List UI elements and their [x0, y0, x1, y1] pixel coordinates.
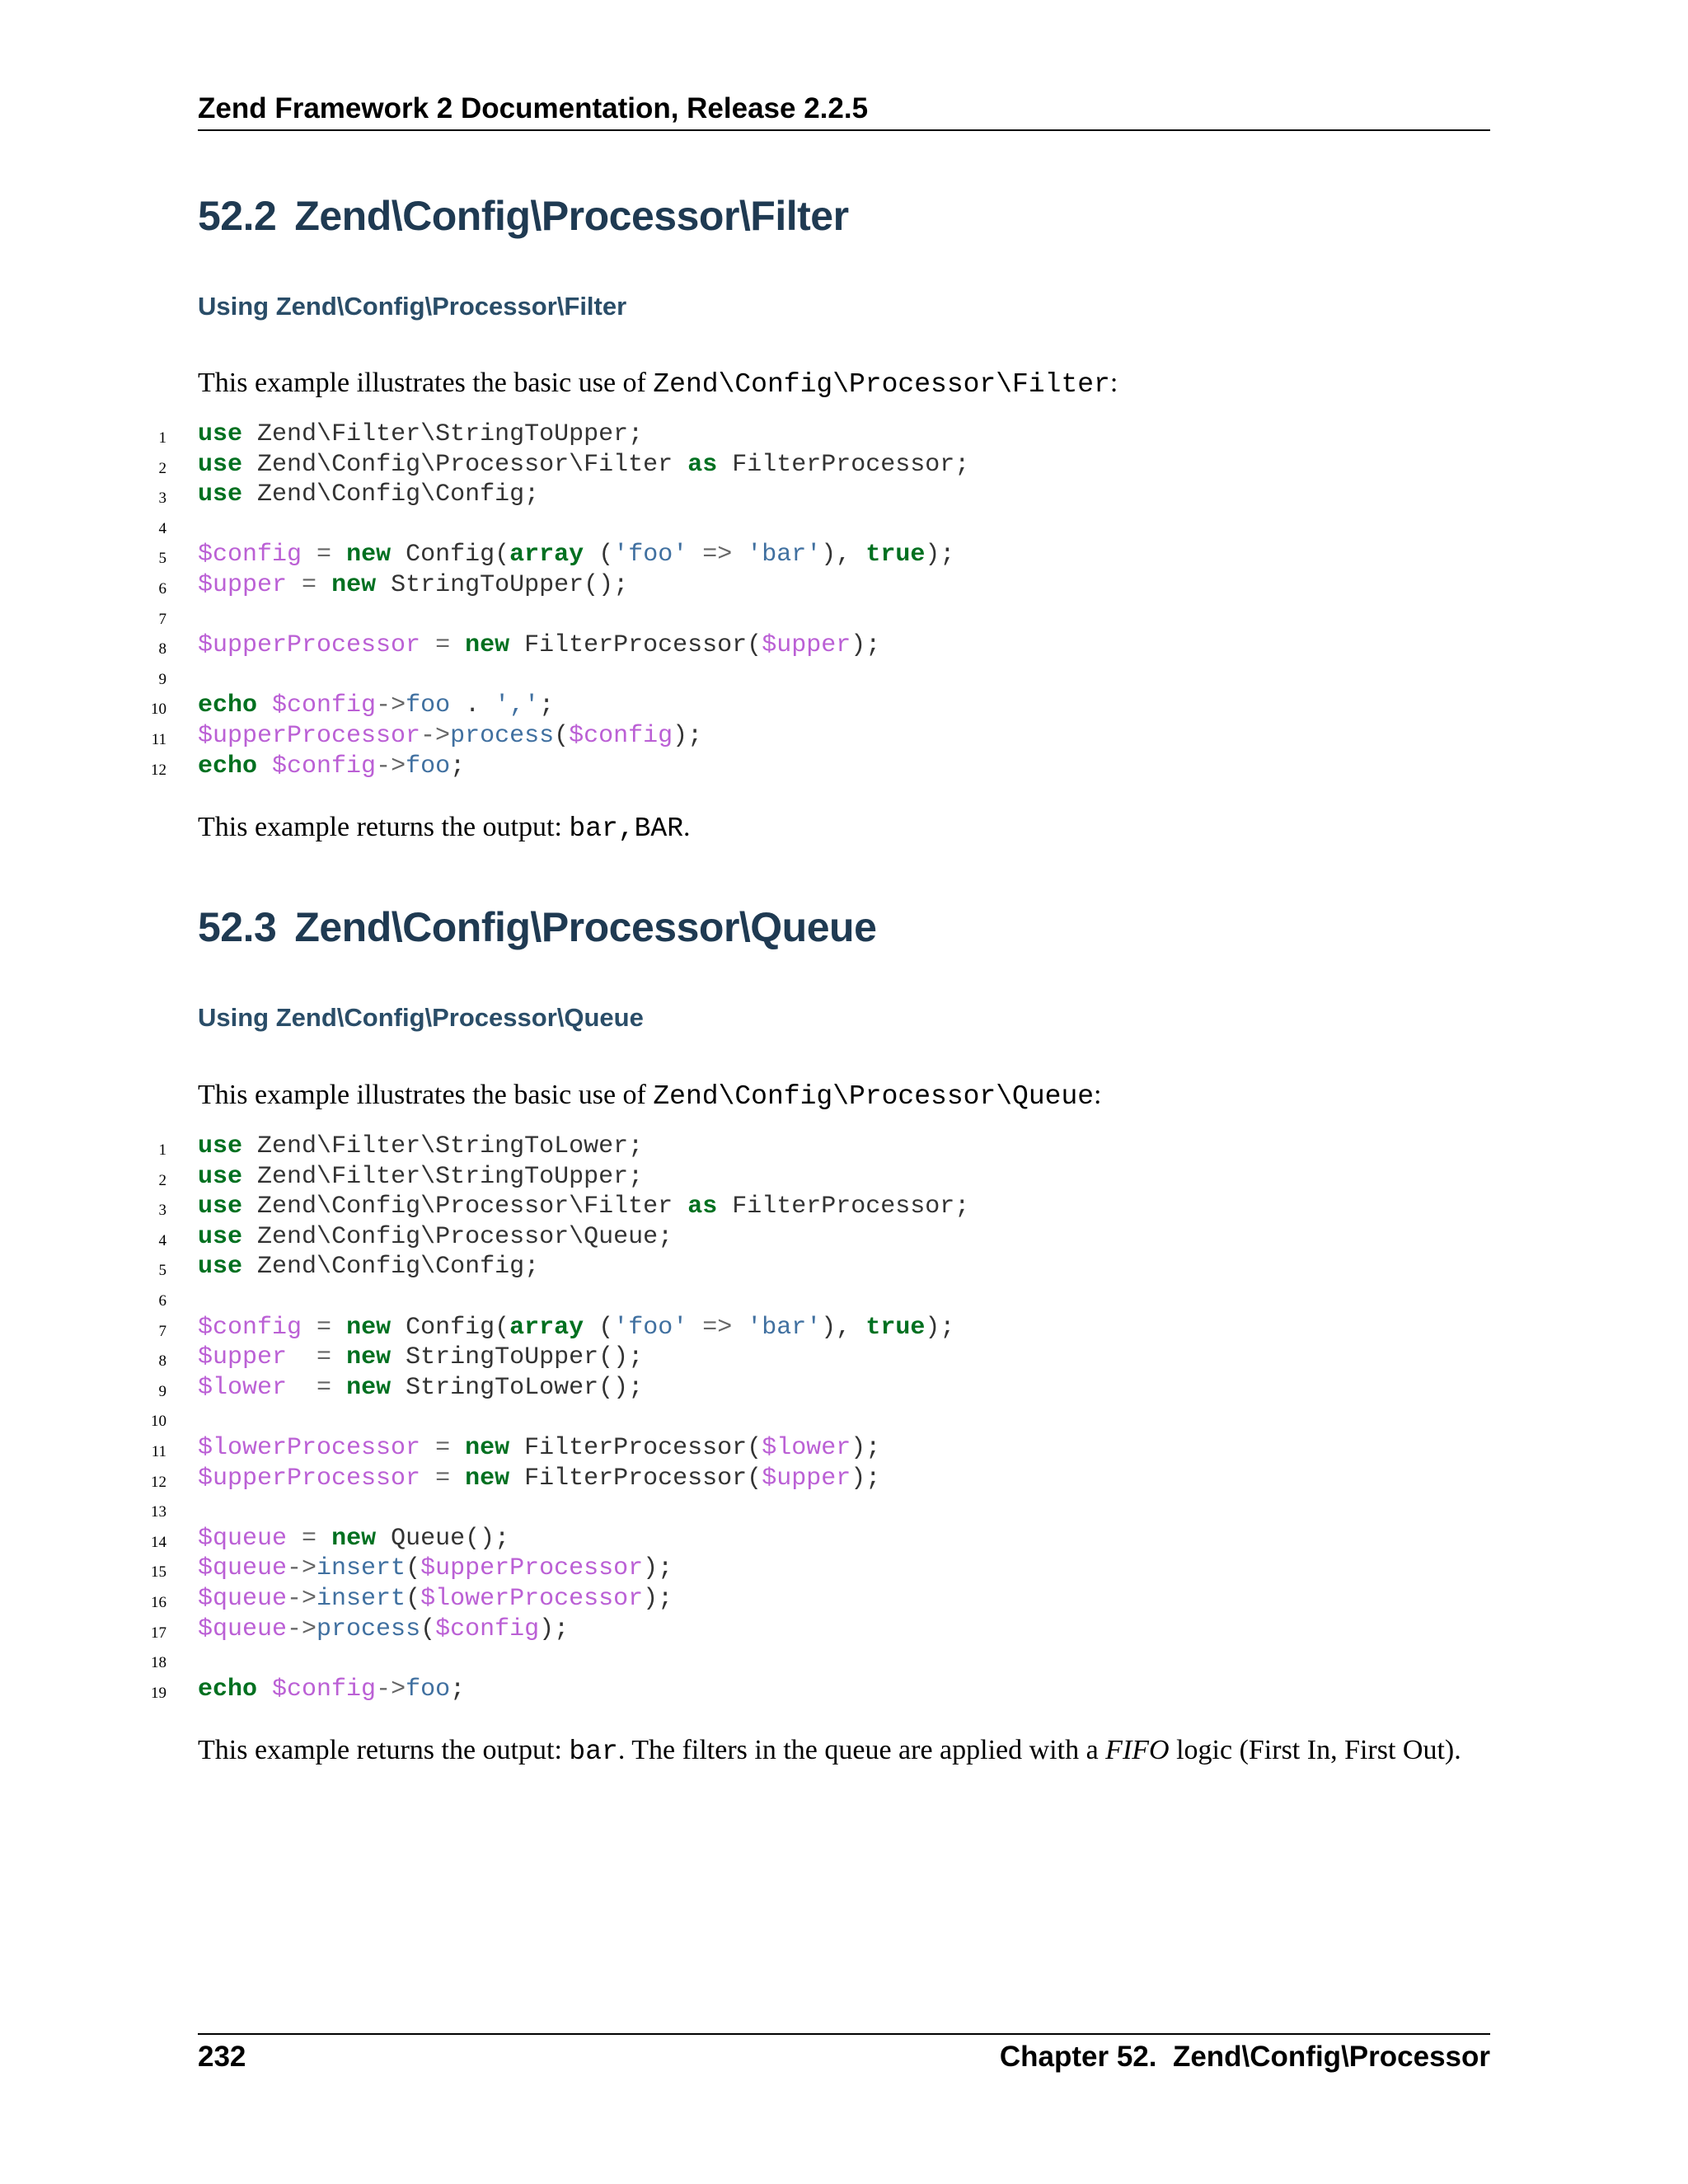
line-number: 17 [151, 1624, 166, 1642]
line-number: 5 [158, 550, 166, 568]
section-title: Zend\Config\Processor\Queue [294, 904, 877, 950]
intro-paragraph-filter [198, 368, 1118, 400]
line-number: 12 [151, 761, 166, 779]
line-number: 2 [158, 459, 166, 477]
code-line [0, 1374, 1688, 1404]
line-number: 2 [158, 1171, 166, 1189]
code-text: $lower = new StringToLower(); [198, 1373, 644, 1402]
outro-paragraph-filter [198, 812, 691, 844]
line-number: 3 [158, 1202, 166, 1220]
code-text: use Zend\Filter\StringToUpper; [198, 1162, 644, 1191]
line-number: 19 [151, 1684, 166, 1702]
code-line [0, 1163, 1688, 1193]
code-line [0, 451, 1688, 481]
section-number: 52.3 [198, 904, 277, 950]
line-number: 4 [158, 1231, 166, 1249]
code-text: use Zend\Filter\StringToUpper; [198, 420, 644, 448]
section-title: Zend\Config\Processor\Filter [294, 193, 849, 239]
line-number: 13 [151, 1503, 166, 1521]
code-text: use Zend\Config\Processor\Queue; [198, 1222, 673, 1251]
line-number: 1 [158, 1141, 166, 1159]
line-number: 6 [158, 1291, 166, 1310]
code-line [0, 752, 1688, 783]
line-number: 7 [158, 610, 166, 628]
code-block-queue [0, 1132, 1688, 1705]
line-number: 9 [158, 670, 166, 688]
outro-tail-2: logic (First In, First Out). [1169, 1735, 1461, 1765]
code-line [0, 1132, 1688, 1163]
code-line [0, 1675, 1688, 1706]
code-line [0, 662, 1688, 692]
code-line [0, 722, 1688, 752]
line-number: 6 [158, 579, 166, 598]
code-block-filter [0, 420, 1688, 782]
line-number: 1 [158, 429, 166, 447]
line-number: 15 [151, 1563, 166, 1582]
section-heading-queue [198, 903, 876, 951]
code-text: $lowerProcessor = new FilterProcessor($lower); [198, 1433, 881, 1462]
code-line [0, 1585, 1688, 1615]
code-text: $upperProcessor->process($config); [198, 721, 703, 750]
subheading-queue: Using Zend\Config\Processor\Queue [198, 1003, 644, 1032]
code-line [0, 1525, 1688, 1555]
code-line [0, 1615, 1688, 1646]
code-line [0, 1494, 1688, 1525]
code-line [0, 1223, 1688, 1254]
code-line [0, 511, 1688, 541]
chapter-title: Chapter 52. Zend\Config\Processor [999, 2041, 1490, 2073]
section-heading-filter [198, 192, 849, 240]
line-number: 7 [158, 1322, 166, 1340]
code-line [0, 602, 1688, 632]
code-line [0, 1404, 1688, 1434]
code-text: use Zend\Filter\StringToLower; [198, 1132, 644, 1160]
code-text: $config = new Config(array ('foo' => 'bar'), true); [198, 1313, 955, 1342]
line-number: 10 [151, 1413, 166, 1431]
code-line [0, 420, 1688, 451]
outro-text: This example returns the output: [198, 1735, 570, 1765]
code-line [0, 1193, 1688, 1223]
code-line [0, 691, 1688, 722]
line-number: 11 [151, 730, 166, 748]
code-text: $upper = new StringToUpper(); [198, 1343, 644, 1372]
code-line [0, 1253, 1688, 1283]
line-number: 14 [151, 1533, 166, 1551]
code-text: use Zend\Config\Processor\Filter as FilterProcessor; [198, 450, 970, 479]
code-line [0, 1465, 1688, 1495]
line-number: 8 [158, 640, 166, 658]
intro-text: This example illustrates the basic use of [198, 368, 654, 398]
code-line [0, 541, 1688, 571]
code-line [0, 1434, 1688, 1465]
code-text: use Zend\Config\Processor\Filter as FilterProcessor; [198, 1193, 970, 1221]
code-text: $upper = new StringToUpper(); [198, 570, 629, 599]
intro-code: Zend\Config\Processor\Queue [653, 1081, 1095, 1112]
header-rule [198, 129, 1490, 131]
line-number: 12 [151, 1473, 166, 1491]
code-line [0, 1314, 1688, 1344]
line-number: 11 [151, 1442, 166, 1460]
line-number: 8 [158, 1352, 166, 1371]
outro-code: bar,BAR [569, 813, 684, 844]
code-text: echo $config->foo . ','; [198, 691, 555, 720]
code-line [0, 1645, 1688, 1675]
subheading-filter: Using Zend\Config\Processor\Filter [198, 292, 627, 321]
outro-paragraph-queue [198, 1735, 1461, 1767]
intro-paragraph-queue [198, 1080, 1102, 1112]
outro-text: This example returns the output: [198, 812, 570, 842]
intro-code: Zend\Config\Processor\Filter [653, 369, 1110, 400]
line-number: 18 [151, 1654, 166, 1672]
code-line [0, 1554, 1688, 1585]
code-text: echo $config->foo; [198, 752, 466, 780]
section-number: 52.2 [198, 193, 277, 239]
outro-code: bar [569, 1736, 618, 1767]
code-text: $queue->insert($upperProcessor); [198, 1554, 673, 1583]
intro-tail: : [1094, 1080, 1102, 1110]
code-text: echo $config->foo; [198, 1675, 466, 1704]
line-number: 10 [151, 701, 166, 719]
line-number: 5 [158, 1262, 166, 1280]
code-text: $queue = new Queue(); [198, 1524, 510, 1553]
outro-tail: . The filters in the queue are applied with a [617, 1735, 1106, 1765]
page-number: 232 [198, 2041, 246, 2073]
code-line [0, 631, 1688, 662]
intro-tail: : [1109, 368, 1118, 398]
outro-tail: . [683, 812, 691, 842]
code-text: $upperProcessor = new FilterProcessor($upper); [198, 1464, 881, 1493]
code-text: use Zend\Config\Config; [198, 1253, 540, 1282]
code-line [0, 480, 1688, 511]
code-text: $upperProcessor = new FilterProcessor($upper); [198, 631, 881, 660]
line-number: 4 [158, 519, 166, 537]
line-number: 3 [158, 490, 166, 508]
line-number: 9 [158, 1382, 166, 1400]
code-text: $config = new Config(array ('foo' => 'bar'), true); [198, 541, 955, 569]
intro-text: This example illustrates the basic use of [198, 1080, 654, 1110]
code-text: use Zend\Config\Config; [198, 480, 540, 509]
code-line [0, 1343, 1688, 1374]
code-text: $queue->process($config); [198, 1615, 570, 1643]
code-text: $queue->insert($lowerProcessor); [198, 1584, 673, 1613]
outro-emphasis: FIFO [1105, 1735, 1170, 1765]
footer-rule [198, 2033, 1490, 2035]
code-line [0, 571, 1688, 602]
code-line [0, 1283, 1688, 1314]
running-header: Zend Framework 2 Documentation, Release 2.2.5 [198, 92, 869, 124]
line-number: 16 [151, 1593, 166, 1611]
